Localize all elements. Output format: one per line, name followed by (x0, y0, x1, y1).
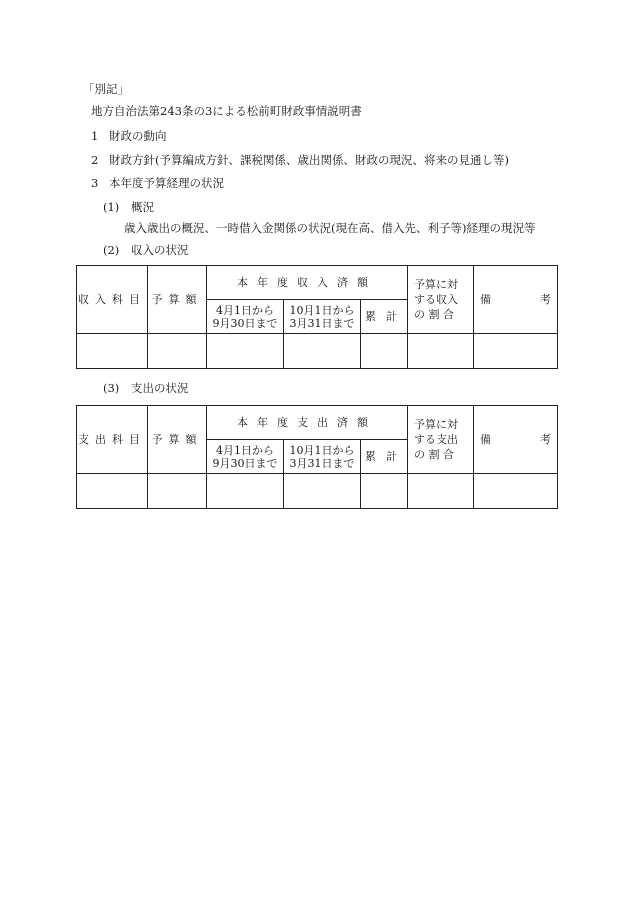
subsection-3 (103, 381, 189, 395)
budget-header: 予算額 (148, 266, 207, 334)
section-1 (91, 129, 167, 143)
remarks-char-1: 備 (480, 433, 491, 446)
ratio-line-3: の 割 合 (414, 448, 454, 461)
subsection-label: 支出の状況 (131, 381, 189, 395)
period-from: 10月1日から (289, 303, 355, 317)
remarks-char-2: 考 (540, 293, 551, 306)
income-settled-header: 本年度収入済額 (207, 266, 408, 300)
remarks-char-1: 備 (480, 293, 491, 306)
period-from: 4月1日から (216, 443, 274, 457)
table-cell (284, 334, 361, 369)
table-cell (361, 474, 408, 509)
subsection-number: (1) (103, 200, 120, 214)
income-item-header: 収入科目 (77, 266, 148, 334)
remarks-header (474, 266, 558, 334)
cumulative-header: 累計 (361, 300, 408, 334)
expense-table (76, 405, 558, 509)
period-from: 4月1日から (216, 303, 274, 317)
table-cell (408, 474, 474, 509)
ratio-line-2: する支出 (414, 433, 458, 446)
table-cell (148, 474, 207, 509)
period-to: 3月31日まで (289, 456, 355, 470)
period-second-half-header (284, 300, 361, 334)
period-first-half-header (207, 300, 284, 334)
ratio-line-1: 予算に対 (414, 278, 458, 291)
expense-item-header: 支出科目 (77, 406, 148, 474)
table-cell (474, 474, 558, 509)
table-cell (284, 474, 361, 509)
period-to: 9月30日まで (212, 316, 278, 330)
subsection-number: (3) (103, 381, 120, 395)
section-number: 1 (91, 129, 99, 143)
appendix-heading: 「別記」 (83, 82, 129, 96)
table-cell (77, 474, 148, 509)
period-from: 10月1日から (289, 443, 355, 457)
budget-header: 予算額 (148, 406, 207, 474)
period-first-half-header (207, 440, 284, 474)
table-cell (361, 334, 408, 369)
subsection-label: 収入の状況 (131, 243, 189, 257)
period-second-half-header (284, 440, 361, 474)
subsection-2 (103, 243, 189, 257)
ratio-line-3: の 割 合 (414, 308, 454, 321)
subsection-label: 概況 (131, 200, 154, 214)
section-number: 2 (91, 153, 99, 167)
table-cell (474, 334, 558, 369)
remarks-char-2: 考 (540, 433, 551, 446)
ratio-line-2: する収入 (414, 293, 458, 306)
table-row (77, 474, 558, 509)
table-cell (148, 334, 207, 369)
section-text: 本年度予算経理の状況 (109, 176, 224, 190)
section-text: 財政の動向 (109, 129, 167, 143)
table-cell (207, 474, 284, 509)
section-text: 財政方針(予算編成方針、課税関係、歳出関係、財政の現況、将来の見通し等) (109, 153, 509, 167)
document-title: 地方自治法第243条の3による松前町財政事情説明書 (91, 104, 362, 118)
cumulative-header: 累計 (361, 440, 408, 474)
table-cell (408, 334, 474, 369)
section-3 (91, 176, 224, 190)
expense-settled-header: 本年度支出済額 (207, 406, 408, 440)
subsection-number: (2) (103, 243, 120, 257)
ratio-line-1: 予算に対 (414, 418, 458, 431)
remarks-header (474, 406, 558, 474)
subsection-1 (103, 200, 154, 214)
section-number: 3 (91, 176, 99, 190)
overview-text: 歳入歳出の概況、一時借入金関係の状況(現在高、借入先、利子等)経理の現況等 (124, 221, 536, 235)
period-to: 9月30日まで (212, 456, 278, 470)
ratio-header (408, 406, 474, 474)
ratio-header (408, 266, 474, 334)
period-to: 3月31日まで (289, 316, 355, 330)
table-cell (77, 334, 148, 369)
table-row (77, 334, 558, 369)
section-2 (91, 153, 509, 167)
table-cell (207, 334, 284, 369)
income-table (76, 265, 558, 369)
